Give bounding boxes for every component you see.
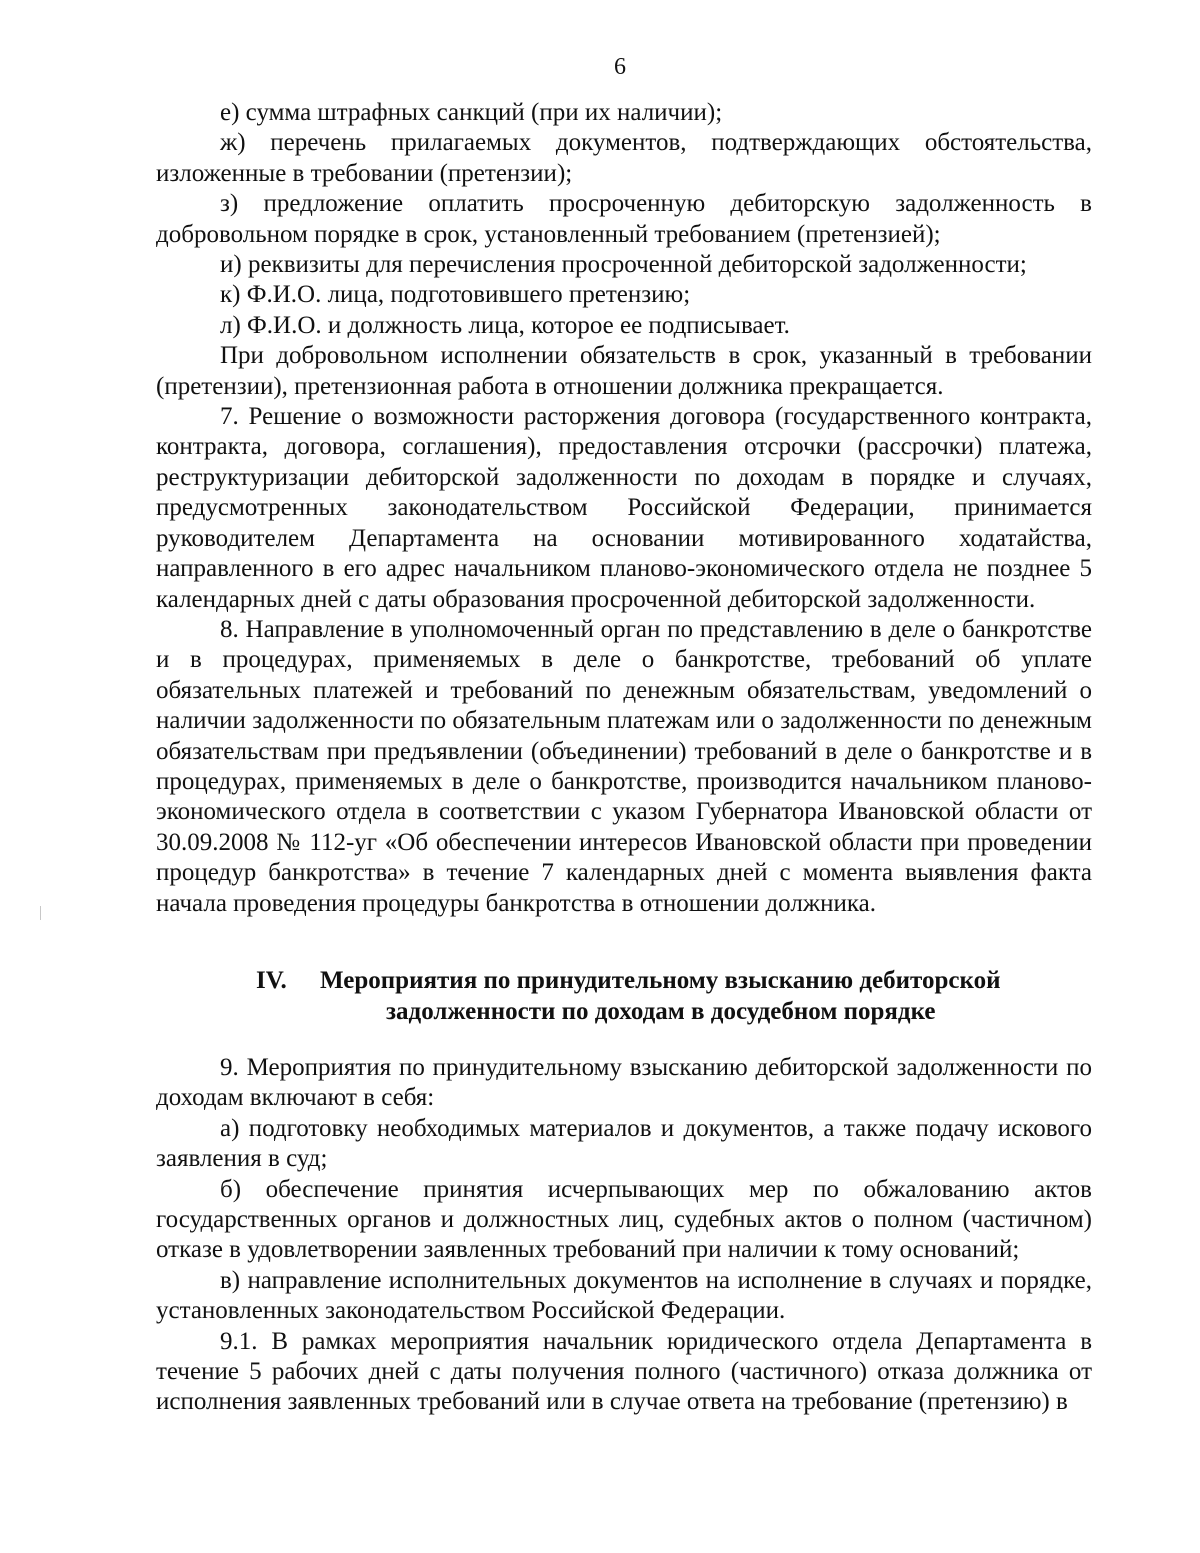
- paragraph-item-zh: ж) перечень прилагаемых документов, подтверждающих обстоятельства, изложенные в требовании (претензии);: [156, 129, 1092, 187]
- paragraph-voluntary: При добровольном исполнении обязательств в срок, указанный в требовании (претензии), претензионная работа в отношении должника прекращается.: [156, 342, 1092, 400]
- paragraph-9: 9. Мероприятия по принудительному взысканию дебиторской задолженности по доходам включают в себя:: [156, 1054, 1092, 1112]
- paragraph-item-v: в) направление исполнительных документов на исполнение в случаях и порядке, установленных законодательством Российской Федерации.: [156, 1266, 1092, 1325]
- section-title-line2: задолженности по доходам в досудебном порядке: [386, 998, 936, 1025]
- section-heading: [156, 966, 1092, 1027]
- section-number: IV.: [256, 967, 287, 994]
- body-text-top: [156, 98, 1092, 919]
- scan-artifact-mark: [40, 906, 41, 920]
- paragraph-8: 8. Направление в уполномоченный орган по представлению в деле о банкротстве и в процедурах, применяемых в деле о банкротстве, требований об уплате обязательных платежей и требований по денежным обязательствам, уведомлений о наличии задолженности по обязательным платежам или о задолженности по денежным обязательствам при предъявлении (объединении) требований в деле о банкротстве и в процедурах, применяемых в деле о банкротстве, производится начальником планово-экономического отдела в соответствии с указом Губернатора Ивановской области от 30.09.2008 № 112-уг «Об обеспечении интересов Ивановской области при проведении процедур банкротства» в течение 7 календарных дней с момента выявления факта начала проведения процедуры банкротства в отношении должника.: [156, 615, 1092, 917]
- paragraph-item-a: а) подготовку необходимых материалов и документов, а также подачу искового заявления в суд;: [156, 1114, 1092, 1173]
- section-heading-line1: [156, 966, 1092, 996]
- paragraph-item-l: л) Ф.И.О. и должность лица, которое ее подписывает.: [220, 311, 790, 339]
- body-text-bottom: [156, 1053, 1092, 1418]
- paragraph-9-1: 9.1. В рамках мероприятия начальник юридического отдела Департамента в течение 5 рабочих дней с даты получения полного (частичного) отказа должника от исполнения заявленных требований или в случае ответа на требование (претензию) в: [156, 1327, 1092, 1416]
- paragraph-item-k: к) Ф.И.О. лица, подготовившего претензию;: [220, 281, 691, 309]
- paragraph-7: 7. Решение о возможности расторжения договора (государственного контракта, контракта, договора, соглашения), предоставления отсрочки (рассрочки) платежа, реструктуризации дебиторской задолженности по доходам в порядке и случаях, предусмотренных законодательством Российской Федерации, принимается руководителем Департамента на основании мотивированного ходатайства, направленного в его адрес начальником планово-экономического отдела не позднее 5 календарных дней с даты образования просроченной дебиторской задолженности.: [156, 403, 1092, 613]
- paragraph-item-b: б) обеспечение принятия исчерпывающих мер по обжалованию актов государственных органов и должностных лиц, судебных актов о полном (частичном) отказе в удовлетворении заявленных требований при наличии к тому оснований;: [156, 1175, 1092, 1264]
- paragraph-item-e: е) сумма штрафных санкций (при их наличии);: [220, 99, 723, 126]
- section-title-line1: Мероприятия по принудительному взысканию дебиторской: [320, 967, 1001, 994]
- page-number: 6: [614, 54, 626, 80]
- paragraph-item-z: з) предложение оплатить просроченную дебиторскую задолженность в добровольном порядке в срок, установленный требованием (претензией);: [156, 190, 1092, 248]
- paragraph-item-i: и) реквизиты для перечисления просроченной дебиторской задолженности;: [220, 251, 1027, 279]
